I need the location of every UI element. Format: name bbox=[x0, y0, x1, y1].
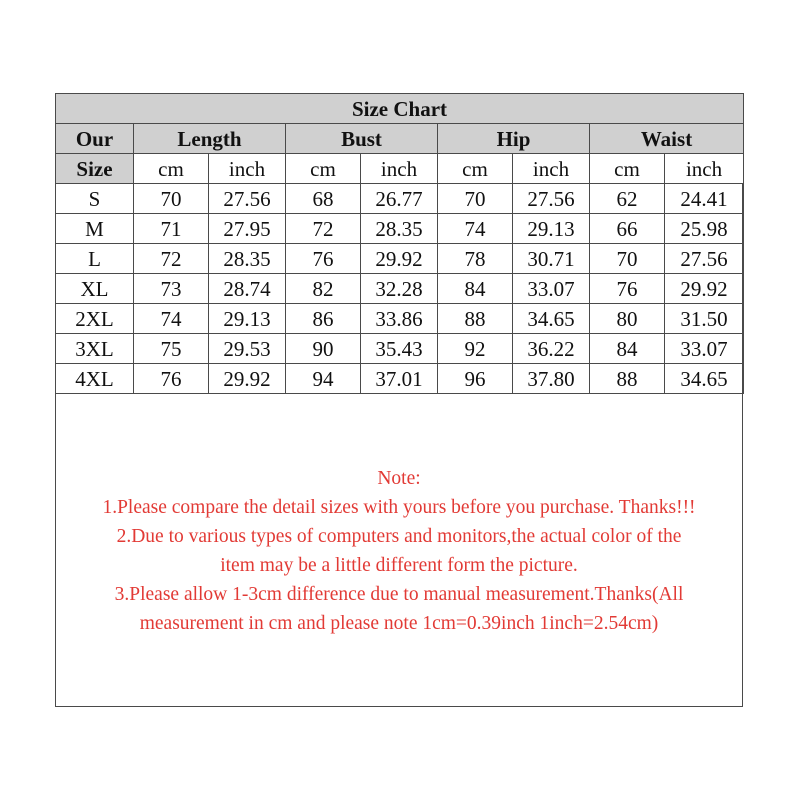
cell-length-inch: 28.35 bbox=[209, 244, 286, 274]
unit-label-cm: cm bbox=[286, 154, 361, 184]
group-header-row bbox=[56, 124, 744, 154]
cell-length-cm: 74 bbox=[134, 304, 209, 334]
note-line: item may be a little different form the picture. bbox=[220, 555, 578, 576]
cell-waist-cm: 70 bbox=[590, 244, 665, 274]
unit-label-inch: inch bbox=[665, 154, 744, 184]
cell-waist-inch: 24.41 bbox=[665, 184, 744, 214]
cell-bust-cm: 90 bbox=[286, 334, 361, 364]
cell-length-cm: 70 bbox=[134, 184, 209, 214]
unit-label-cm: cm bbox=[590, 154, 665, 184]
cell-bust-inch: 32.28 bbox=[361, 274, 438, 304]
unit-label-inch: inch bbox=[513, 154, 590, 184]
note-line: measurement in cm and please note 1cm=0.39inch 1inch=2.54cm) bbox=[139, 613, 659, 634]
cell-length-inch: 28.74 bbox=[209, 274, 286, 304]
cell-waist-inch: 34.65 bbox=[665, 364, 744, 394]
table-row bbox=[56, 334, 744, 364]
size-chart-table bbox=[55, 93, 744, 394]
cell-hip-cm: 84 bbox=[438, 274, 513, 304]
cell-hip-cm: 88 bbox=[438, 304, 513, 334]
group-header-length: Length bbox=[134, 124, 286, 154]
size-label: XL bbox=[56, 274, 134, 304]
table-title: Size Chart bbox=[56, 94, 744, 124]
cell-waist-cm: 66 bbox=[590, 214, 665, 244]
cell-hip-cm: 78 bbox=[438, 244, 513, 274]
unit-label-inch: inch bbox=[361, 154, 438, 184]
cell-hip-inch: 36.22 bbox=[513, 334, 590, 364]
cell-hip-inch: 27.56 bbox=[513, 184, 590, 214]
cell-bust-inch: 26.77 bbox=[361, 184, 438, 214]
unit-label-cm: cm bbox=[438, 154, 513, 184]
cell-hip-inch: 34.65 bbox=[513, 304, 590, 334]
cell-bust-cm: 86 bbox=[286, 304, 361, 334]
cell-hip-inch: 37.80 bbox=[513, 364, 590, 394]
cell-hip-cm: 70 bbox=[438, 184, 513, 214]
cell-bust-inch: 29.92 bbox=[361, 244, 438, 274]
group-header-hip: Hip bbox=[438, 124, 590, 154]
cell-bust-inch: 37.01 bbox=[361, 364, 438, 394]
cell-waist-cm: 88 bbox=[590, 364, 665, 394]
cell-hip-inch: 29.13 bbox=[513, 214, 590, 244]
cell-hip-cm: 74 bbox=[438, 214, 513, 244]
cell-length-cm: 75 bbox=[134, 334, 209, 364]
notes-heading: Note: bbox=[377, 468, 421, 489]
size-label: M bbox=[56, 214, 134, 244]
size-label: L bbox=[56, 244, 134, 274]
size-label: 2XL bbox=[56, 304, 134, 334]
cell-bust-cm: 76 bbox=[286, 244, 361, 274]
cell-bust-inch: 28.35 bbox=[361, 214, 438, 244]
cell-length-cm: 73 bbox=[134, 274, 209, 304]
cell-hip-cm: 92 bbox=[438, 334, 513, 364]
cell-waist-inch: 33.07 bbox=[665, 334, 744, 364]
note-line: 2.Due to various types of computers and monitors,the actual color of the bbox=[116, 526, 682, 547]
cell-waist-cm: 62 bbox=[590, 184, 665, 214]
cell-waist-inch: 29.92 bbox=[665, 274, 744, 304]
cell-length-cm: 71 bbox=[134, 214, 209, 244]
table-row bbox=[56, 364, 744, 394]
cell-waist-cm: 84 bbox=[590, 334, 665, 364]
size-label: 4XL bbox=[56, 364, 134, 394]
cell-waist-inch: 27.56 bbox=[665, 244, 744, 274]
note-line: 3.Please allow 1-3cm difference due to manual measurement.Thanks(All bbox=[114, 584, 684, 605]
cell-bust-inch: 33.86 bbox=[361, 304, 438, 334]
cell-length-inch: 27.56 bbox=[209, 184, 286, 214]
table-row bbox=[56, 214, 744, 244]
cell-bust-cm: 82 bbox=[286, 274, 361, 304]
group-header-bust: Bust bbox=[286, 124, 438, 154]
title-row bbox=[56, 94, 744, 124]
size-header-bottom: Size bbox=[56, 154, 134, 184]
cell-hip-cm: 96 bbox=[438, 364, 513, 394]
note-line: 1.Please compare the detail sizes with yours before you purchase. Thanks!!! bbox=[102, 497, 696, 518]
notes-section bbox=[56, 464, 742, 638]
cell-bust-cm: 72 bbox=[286, 214, 361, 244]
cell-bust-cm: 94 bbox=[286, 364, 361, 394]
unit-label-inch: inch bbox=[209, 154, 286, 184]
table-row bbox=[56, 244, 744, 274]
cell-length-inch: 29.13 bbox=[209, 304, 286, 334]
cell-length-inch: 29.53 bbox=[209, 334, 286, 364]
table-row bbox=[56, 274, 744, 304]
cell-length-cm: 76 bbox=[134, 364, 209, 394]
cell-waist-inch: 25.98 bbox=[665, 214, 744, 244]
cell-length-inch: 27.95 bbox=[209, 214, 286, 244]
cell-length-cm: 72 bbox=[134, 244, 209, 274]
cell-waist-inch: 31.50 bbox=[665, 304, 744, 334]
unit-label-cm: cm bbox=[134, 154, 209, 184]
cell-hip-inch: 33.07 bbox=[513, 274, 590, 304]
size-label: S bbox=[56, 184, 134, 214]
size-chart-frame bbox=[55, 93, 743, 707]
table-row bbox=[56, 184, 744, 214]
cell-bust-inch: 35.43 bbox=[361, 334, 438, 364]
cell-bust-cm: 68 bbox=[286, 184, 361, 214]
cell-hip-inch: 30.71 bbox=[513, 244, 590, 274]
cell-length-inch: 29.92 bbox=[209, 364, 286, 394]
size-header-top: Our bbox=[56, 124, 134, 154]
cell-waist-cm: 76 bbox=[590, 274, 665, 304]
table-row bbox=[56, 304, 744, 334]
cell-waist-cm: 80 bbox=[590, 304, 665, 334]
group-header-waist: Waist bbox=[590, 124, 744, 154]
size-label: 3XL bbox=[56, 334, 134, 364]
unit-header-row bbox=[56, 154, 744, 184]
